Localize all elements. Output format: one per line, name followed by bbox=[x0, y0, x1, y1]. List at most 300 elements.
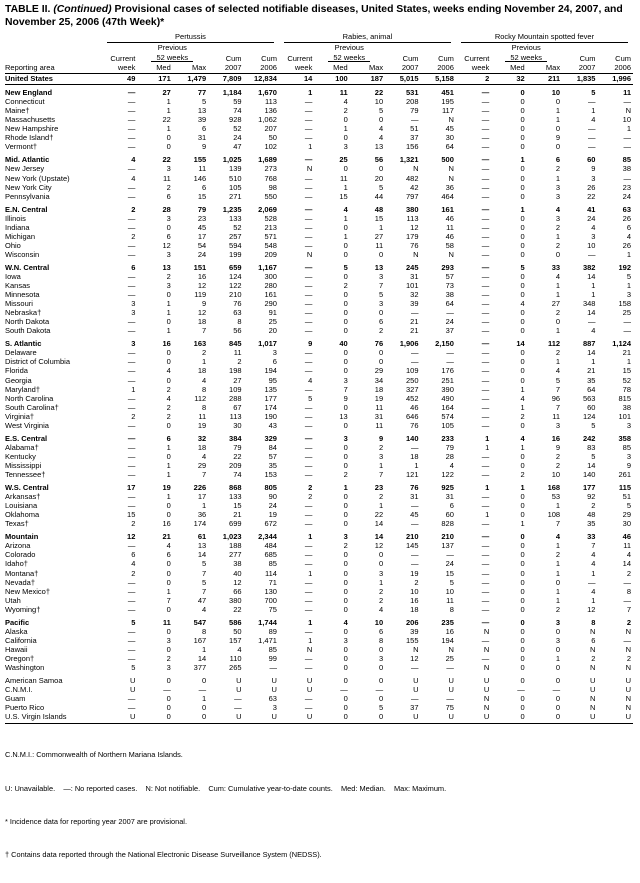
data-cell: — bbox=[446, 550, 454, 560]
data-cell: 0 bbox=[520, 106, 525, 116]
reporting-area-label: United States bbox=[5, 74, 102, 84]
data-cell: 15 bbox=[127, 510, 136, 520]
data-cell: 1 bbox=[166, 492, 171, 502]
data-cell: 14 bbox=[587, 272, 596, 281]
data-cell: — bbox=[127, 133, 136, 143]
table-row bbox=[5, 542, 633, 551]
data-cell: N bbox=[590, 694, 596, 704]
data-cell: 27 bbox=[551, 299, 561, 309]
data-cell: — bbox=[304, 223, 313, 232]
data-cell: 0 bbox=[520, 559, 525, 569]
data-cell: — bbox=[481, 204, 490, 214]
data-cell: 1 bbox=[485, 443, 490, 452]
data-cell: — bbox=[481, 532, 490, 542]
data-cell: U bbox=[306, 676, 313, 685]
data-cell: 2 bbox=[626, 654, 631, 663]
data-cell: 4 bbox=[343, 204, 348, 214]
data-cell: 18 bbox=[410, 452, 419, 461]
footnote-legend: U: Unavailable. —: No reported cases. N: Not notifiable. Cum: Cumulative year-to-date counts. Med: Median. Max: Maximum. bbox=[5, 783, 447, 793]
data-cell: U bbox=[483, 676, 490, 685]
data-cell: 2 bbox=[456, 74, 491, 84]
data-cell: 6 bbox=[166, 433, 171, 443]
data-cell: 73 bbox=[445, 281, 454, 290]
reporting-area-label: Idaho† bbox=[5, 559, 28, 569]
data-cell: 10 bbox=[587, 241, 596, 250]
data-cell: 210 bbox=[406, 532, 419, 542]
data-cell: 12 bbox=[410, 654, 419, 663]
data-cell: 0 bbox=[555, 317, 561, 327]
reporting-area-label: Georgia bbox=[5, 375, 32, 385]
table-row bbox=[5, 452, 633, 461]
data-cell: 7 bbox=[591, 541, 596, 551]
data-cell: 5 bbox=[591, 421, 596, 430]
data-cell: 2 bbox=[626, 617, 631, 627]
data-cell: 0 bbox=[520, 568, 525, 578]
data-cell: 0 bbox=[555, 645, 561, 654]
data-cell: 2 bbox=[378, 492, 384, 502]
data-cell: 0 bbox=[343, 501, 348, 511]
data-cell: — bbox=[304, 663, 313, 673]
data-cell: 4 bbox=[555, 204, 561, 214]
data-cell: 5 bbox=[308, 394, 313, 403]
data-cell: 0 bbox=[520, 250, 525, 259]
data-cell: — bbox=[481, 519, 490, 529]
data-cell: 26 bbox=[622, 241, 631, 250]
data-cell: 1 bbox=[166, 299, 171, 309]
data-cell: 11 bbox=[162, 173, 171, 183]
data-cell: 9 bbox=[202, 299, 207, 309]
reporting-area-label: Oregon† bbox=[5, 654, 35, 663]
data-cell: 11 bbox=[233, 348, 242, 358]
data-cell: 700 bbox=[264, 596, 277, 605]
data-cell: 63 bbox=[233, 308, 242, 318]
data-cell: 45 bbox=[197, 223, 207, 232]
table-row bbox=[5, 578, 633, 587]
data-cell: 1 bbox=[343, 483, 348, 493]
cum-label: Cum bbox=[615, 53, 631, 63]
data-cell: 39 bbox=[410, 299, 419, 309]
data-cell: 98 bbox=[268, 182, 277, 192]
data-cell: 21 bbox=[233, 510, 242, 520]
data-cell: 8 bbox=[237, 317, 242, 327]
table-row bbox=[5, 654, 633, 663]
data-cell: 11 bbox=[623, 88, 631, 98]
data-cell: 797 bbox=[406, 192, 419, 201]
data-cell: 0 bbox=[343, 492, 348, 502]
data-cell: 64 bbox=[445, 142, 454, 152]
data-cell: 24 bbox=[268, 501, 277, 511]
data-cell: — bbox=[446, 663, 454, 673]
data-cell: N bbox=[625, 645, 631, 654]
data-cell: 24 bbox=[445, 559, 454, 569]
data-cell: 6 bbox=[166, 550, 171, 560]
data-cell: — bbox=[304, 577, 313, 587]
data-cell: U bbox=[448, 685, 454, 695]
data-cell: — bbox=[127, 357, 136, 367]
table-row bbox=[5, 74, 633, 84]
data-cell: 14 bbox=[516, 339, 525, 349]
data-cell: 1 bbox=[202, 694, 207, 704]
data-cell: 105 bbox=[441, 421, 454, 430]
table-title bbox=[5, 3, 633, 29]
data-cell: 96 bbox=[551, 394, 561, 403]
data-cell: 14 bbox=[374, 519, 384, 529]
group-header-label: Rocky Mountain spotted fever bbox=[461, 33, 628, 43]
data-cell: 78 bbox=[622, 385, 631, 394]
data-cell: 2 bbox=[555, 164, 561, 174]
data-cell: 0 bbox=[520, 627, 525, 636]
data-cell: 887 bbox=[582, 339, 596, 349]
data-cell: 0 bbox=[343, 663, 348, 673]
data-cell: 4 bbox=[131, 173, 136, 183]
data-cell: 194 bbox=[264, 366, 277, 376]
header-row-groups bbox=[5, 33, 633, 44]
data-cell: 3 bbox=[166, 663, 171, 673]
data-cell: 41 bbox=[587, 204, 596, 214]
data-cell: 3 bbox=[166, 281, 171, 290]
data-cell: U bbox=[129, 685, 136, 695]
data-cell: 1 bbox=[555, 290, 561, 300]
data-cell: 194 bbox=[441, 636, 454, 645]
data-cell: 4 bbox=[591, 550, 596, 560]
data-cell: N bbox=[413, 164, 419, 174]
year-2006-label: 2006 bbox=[597, 63, 633, 74]
data-cell: 27 bbox=[374, 232, 384, 241]
data-cell: 52 bbox=[622, 375, 631, 385]
data-cell: — bbox=[411, 348, 419, 358]
data-cell: 15 bbox=[445, 568, 454, 578]
data-cell: 0 bbox=[378, 348, 384, 358]
data-cell: 31 bbox=[197, 133, 207, 143]
data-cell: — bbox=[481, 173, 490, 183]
data-cell: 12 bbox=[374, 541, 384, 551]
data-cell: 7 bbox=[202, 568, 207, 578]
data-cell: 12 bbox=[233, 577, 242, 587]
data-cell: — bbox=[127, 142, 136, 152]
data-cell: 42 bbox=[410, 182, 419, 192]
data-cell: — bbox=[481, 133, 490, 143]
data-cell: 1 bbox=[555, 281, 561, 290]
data-cell: 0 bbox=[343, 223, 348, 232]
data-cell: 1 bbox=[308, 532, 313, 542]
data-cell: 2 bbox=[591, 501, 596, 511]
data-cell: 1,906 bbox=[399, 339, 419, 349]
data-cell: 7 bbox=[555, 519, 561, 529]
data-cell: 4 bbox=[166, 541, 171, 551]
data-cell: — bbox=[481, 568, 490, 578]
data-cell: 206 bbox=[406, 617, 419, 627]
data-cell: 1 bbox=[308, 617, 313, 627]
data-cell: 8 bbox=[591, 617, 596, 627]
data-cell: 7 bbox=[555, 403, 561, 412]
data-cell: 1,025 bbox=[222, 155, 242, 165]
data-cell: 1 bbox=[591, 290, 596, 300]
data-cell: 2 bbox=[378, 587, 384, 596]
data-cell: 3 bbox=[555, 214, 561, 223]
data-cell: 2 bbox=[343, 470, 348, 480]
data-cell: N bbox=[483, 694, 490, 704]
data-cell: — bbox=[623, 577, 631, 587]
data-cell: 8 bbox=[202, 403, 207, 412]
data-cell: 2,150 bbox=[435, 339, 454, 349]
data-cell: 377 bbox=[193, 663, 207, 673]
data-cell: 20 bbox=[374, 173, 384, 183]
data-cell: — bbox=[304, 541, 313, 551]
reporting-area-label: Colorado bbox=[5, 550, 36, 560]
table-row bbox=[5, 502, 633, 511]
data-cell: 43 bbox=[268, 421, 277, 430]
data-cell: — bbox=[198, 685, 207, 695]
data-cell: 13 bbox=[374, 142, 384, 152]
data-cell: 1 bbox=[166, 443, 171, 452]
data-cell: 4 bbox=[378, 605, 384, 614]
data-cell: 0 bbox=[520, 348, 525, 358]
notifiable-diseases-table bbox=[5, 33, 633, 724]
data-cell: 1 bbox=[591, 568, 596, 578]
data-cell: — bbox=[446, 694, 454, 704]
data-cell: 0 bbox=[491, 713, 526, 724]
data-cell: 27 bbox=[233, 375, 242, 385]
data-cell: — bbox=[127, 192, 136, 201]
data-cell: 161 bbox=[441, 204, 454, 214]
data-cell: — bbox=[127, 654, 136, 663]
data-cell: 109 bbox=[229, 385, 242, 394]
data-cell: 58 bbox=[445, 241, 454, 250]
data-cell: 19 bbox=[197, 421, 207, 430]
data-cell: 4 bbox=[555, 366, 561, 376]
data-cell: 4 bbox=[131, 559, 136, 569]
data-cell: 0 bbox=[166, 605, 171, 614]
data-cell: 110 bbox=[229, 654, 242, 663]
data-cell: 75 bbox=[268, 605, 277, 614]
reporting-area-label: Guam bbox=[5, 694, 26, 704]
data-cell: 4 bbox=[520, 299, 525, 309]
reporting-area-label: New York City bbox=[5, 182, 52, 192]
table-row bbox=[5, 636, 633, 645]
data-cell: — bbox=[304, 605, 313, 614]
data-cell: — bbox=[127, 250, 136, 259]
data-cell: — bbox=[446, 357, 454, 367]
data-cell: 2 bbox=[378, 596, 384, 605]
data-cell: — bbox=[304, 317, 313, 327]
data-cell: — bbox=[127, 703, 136, 713]
data-cell: 1 bbox=[166, 97, 171, 107]
data-cell: 531 bbox=[406, 88, 419, 98]
table-row bbox=[5, 165, 633, 174]
data-cell: 2 bbox=[378, 326, 384, 336]
data-cell: — bbox=[127, 115, 136, 125]
data-cell: 1,235 bbox=[222, 204, 242, 214]
data-cell: 464 bbox=[441, 192, 454, 201]
data-cell: 0 bbox=[520, 532, 525, 542]
data-cell: 12 bbox=[197, 308, 207, 318]
data-cell: — bbox=[587, 124, 596, 134]
max-label: Max bbox=[527, 63, 562, 74]
data-cell: 38 bbox=[445, 290, 454, 300]
data-cell: 0 bbox=[520, 164, 525, 174]
data-cell: 31 bbox=[410, 492, 419, 502]
footnote-dagger: † Contains data reported through the National Electronic Disease Surveillance System (NEDSS). bbox=[5, 850, 322, 860]
data-cell: 659 bbox=[229, 262, 242, 272]
data-cell: 57 bbox=[268, 452, 277, 461]
data-cell: N bbox=[413, 645, 419, 654]
data-cell: 190 bbox=[264, 412, 277, 421]
data-cell: 0 bbox=[520, 357, 525, 367]
year-2007-label: 2007 bbox=[208, 63, 243, 74]
data-cell: 0 bbox=[343, 326, 348, 336]
data-cell: — bbox=[411, 694, 419, 704]
data-cell: 2 bbox=[343, 106, 348, 116]
reporting-area-label: Alaska bbox=[5, 627, 28, 636]
data-cell: 210 bbox=[229, 290, 242, 300]
data-cell: 3 bbox=[626, 421, 631, 430]
data-cell: 0 bbox=[378, 559, 384, 569]
data-cell: 18 bbox=[374, 385, 384, 394]
data-cell: 2 bbox=[131, 204, 136, 214]
data-cell: 83 bbox=[587, 443, 596, 452]
data-cell: 3 bbox=[555, 617, 561, 627]
table-row bbox=[5, 685, 633, 694]
data-cell: N bbox=[483, 645, 490, 654]
data-cell: 174 bbox=[193, 519, 207, 529]
data-cell: 2 bbox=[131, 519, 136, 529]
data-cell: 0 bbox=[343, 605, 348, 614]
data-cell: 510 bbox=[229, 173, 242, 183]
data-cell: 5 bbox=[591, 452, 596, 461]
spacer-cell bbox=[244, 44, 279, 53]
data-cell: 48 bbox=[587, 510, 596, 520]
table-title-text: Provisional cases of selected notifiable diseases, United States, weeks ending November 24, 2007, and November 25, 2006 (47th Week)* bbox=[5, 4, 623, 28]
reporting-area-label: S. Atlantic bbox=[5, 339, 42, 349]
data-cell: 0 bbox=[520, 192, 525, 201]
data-cell: 135 bbox=[264, 385, 277, 394]
data-cell: 199 bbox=[229, 250, 242, 259]
table-row bbox=[5, 272, 633, 281]
data-cell: 4 bbox=[166, 366, 171, 376]
table-row bbox=[5, 259, 633, 272]
data-cell: — bbox=[304, 272, 313, 281]
data-cell: — bbox=[446, 308, 454, 318]
table-row bbox=[5, 385, 633, 394]
current-label: Current bbox=[110, 53, 136, 63]
data-cell: 24 bbox=[622, 192, 631, 201]
data-cell: — bbox=[304, 596, 313, 605]
data-cell: — bbox=[304, 654, 313, 663]
data-cell: 868 bbox=[229, 483, 242, 493]
data-cell: 0 bbox=[520, 587, 525, 596]
data-cell: 3 bbox=[343, 532, 348, 542]
data-cell: — bbox=[481, 115, 490, 125]
data-cell: 171 bbox=[137, 74, 172, 84]
reporting-area-label: U.S. Virgin Islands bbox=[5, 713, 102, 724]
data-cell: 108 bbox=[547, 510, 561, 520]
reporting-area-label: North Carolina bbox=[5, 394, 54, 403]
data-cell: — bbox=[481, 366, 490, 376]
data-cell: — bbox=[127, 164, 136, 174]
table-row bbox=[5, 214, 633, 223]
data-cell: 16 bbox=[197, 272, 207, 281]
data-cell: 1 bbox=[202, 357, 207, 367]
data-cell: 0 bbox=[137, 713, 172, 724]
med-label: Med bbox=[314, 63, 349, 74]
data-cell: 188 bbox=[229, 541, 242, 551]
data-cell: 155 bbox=[193, 155, 207, 165]
data-cell: 928 bbox=[229, 115, 242, 125]
data-cell: 46 bbox=[445, 232, 454, 241]
data-cell: U bbox=[271, 685, 277, 695]
data-cell: 79 bbox=[410, 106, 419, 116]
data-cell: 452 bbox=[406, 394, 419, 403]
data-cell: 192 bbox=[618, 262, 631, 272]
data-cell: 2 bbox=[166, 182, 171, 192]
data-cell: 1 bbox=[520, 519, 525, 529]
data-cell: N bbox=[448, 250, 454, 259]
data-cell: — bbox=[481, 385, 490, 394]
data-cell: U bbox=[448, 676, 454, 685]
data-cell: — bbox=[127, 433, 136, 443]
data-cell: 4 bbox=[378, 124, 384, 134]
data-cell: 3 bbox=[555, 636, 561, 645]
footnote-cnmi: C.N.M.I.: Commonwealth of Northern Mariana Islands. bbox=[5, 750, 183, 760]
year-2006-label: 2006 bbox=[244, 63, 279, 74]
data-cell: 60 bbox=[445, 510, 454, 520]
data-cell: 29 bbox=[622, 510, 631, 520]
data-cell: 1 bbox=[520, 155, 525, 165]
data-cell: 1 bbox=[555, 357, 561, 367]
data-cell: N bbox=[413, 250, 419, 259]
data-cell: — bbox=[127, 223, 136, 232]
reporting-area-label: Delaware bbox=[5, 348, 37, 358]
data-cell: 2 bbox=[626, 568, 631, 578]
data-cell: — bbox=[411, 308, 419, 318]
data-cell: — bbox=[127, 366, 136, 376]
data-cell: 845 bbox=[229, 339, 242, 349]
data-cell: — bbox=[304, 501, 313, 511]
data-cell: 15 bbox=[233, 501, 242, 511]
data-cell: 1 bbox=[555, 173, 561, 183]
data-cell: 0 bbox=[343, 308, 348, 318]
data-cell: 24 bbox=[445, 317, 454, 327]
data-cell: 9 bbox=[378, 433, 384, 443]
data-cell: — bbox=[481, 421, 490, 430]
data-cell: 1 bbox=[202, 645, 207, 654]
data-cell: 60 bbox=[587, 155, 596, 165]
data-cell: 164 bbox=[441, 403, 454, 412]
table-row bbox=[5, 116, 633, 125]
reporting-area-label: Ohio bbox=[5, 241, 21, 250]
data-cell: 50 bbox=[268, 133, 277, 143]
data-cell: — bbox=[481, 124, 490, 134]
cum-label: Cum bbox=[261, 53, 277, 63]
week-label: week bbox=[102, 63, 137, 74]
data-cell: 235 bbox=[441, 617, 454, 627]
table-row bbox=[5, 300, 633, 309]
data-cell: 348 bbox=[582, 299, 596, 309]
cum-label: Cum bbox=[579, 53, 596, 63]
data-cell: 64 bbox=[587, 385, 596, 394]
current-label: Current bbox=[464, 53, 490, 63]
data-cell: 31 bbox=[374, 412, 384, 421]
data-cell: — bbox=[304, 192, 313, 201]
data-cell: 28 bbox=[445, 452, 454, 461]
data-cell: N bbox=[625, 694, 631, 704]
data-cell: 0 bbox=[166, 317, 171, 327]
data-cell: 1 bbox=[131, 385, 136, 394]
data-cell: 0 bbox=[378, 645, 384, 654]
data-cell: 119 bbox=[194, 290, 207, 300]
year-2006-label: 2006 bbox=[421, 63, 456, 74]
table-row bbox=[5, 107, 633, 116]
